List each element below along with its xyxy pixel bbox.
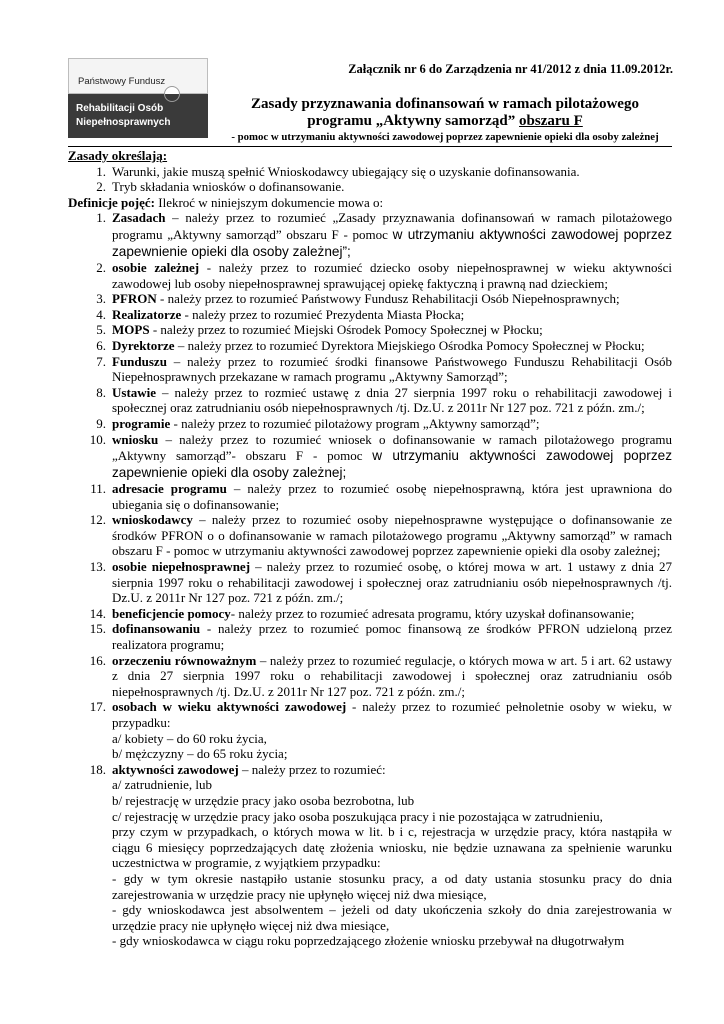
item-text: - należy przez to rozumieć pełnoletnie osoby w wieku, w przypadku: [112, 699, 672, 730]
item-number: 4. [96, 306, 106, 322]
dash-item: - gdy wnioskodawca w ciągu roku poprzedzającego złożenie wniosku przebywał na długotrwałym [112, 933, 625, 949]
item-number: 1. [96, 163, 106, 179]
list-item [68, 385, 672, 416]
logo-line-1: Państwowy Fundusz [78, 76, 166, 87]
item-term: adresacie programu [112, 481, 227, 497]
item-term: osobach w wieku aktywności zawodowej [112, 699, 347, 715]
item-term: aktywności zawodowej [112, 761, 239, 777]
sub-item: a/ zatrudnienie, lub [112, 777, 212, 793]
dash-item: - gdy w tym okresie nastąpiło ustanie stosunku pracy, a od daty ustania stosunku pracy do dnia zarejestrowania w urzędzie pracy nie upłynęło więcej niż dwa miesiące, [112, 870, 672, 902]
item-term: Funduszu [112, 353, 167, 369]
list-item [68, 307, 672, 323]
item-text: – należy przez to rozumieć środki finansowe Państwowego Funduszu Rehabilitacji Osób Niepełnosprawnych przekazane w ramach programu „Aktywny Samorząd”; [112, 353, 672, 385]
title-area: obszaru F [519, 113, 583, 129]
logo-lines [76, 102, 170, 130]
item-term: PFRON [112, 291, 157, 307]
list-item [68, 416, 672, 432]
item-term: Dyrektorze [112, 337, 175, 353]
item-text: - należy przez to rozumieć pomoc finansową ze środków PFRON udzieloną przez realizatora programu; [112, 621, 672, 653]
item-text: – należy przez to rozumieć osobę, o której mowa w art. 1 ustawy z dnia 27 sierpnia 1997 roku o rehabilitacji zawodowej i społecznej oraz zatrudnianiu osób niepełnosprawnych /tj. Dz.U. z 2011r Nr 127 poz. 721 z późn. zm./; [112, 559, 672, 606]
item-text: - należy przez to rozumieć dziecko osoby niepełnosprawnej w wieku aktywności zawodowej lub osoby niepełnosprawnej sprawującej opiekę faktyczną i prawną nad dzieckiem; [112, 259, 672, 291]
item-number: 10. [89, 431, 106, 447]
item-text: - należy przez to rozumieć Miejski Ośrodek Pomocy Społecznej w Płocku; [149, 322, 543, 338]
attachment-note: Załącznik nr 6 do Zarządzenia nr 41/2012 z dnia 11.09.2012r. [348, 62, 673, 76]
item-text: - należy przez to rozumieć pilotażowy program „Aktywny samorząd”; [170, 415, 540, 431]
item-term: wnioskodawcy [112, 512, 193, 528]
logo-circle-icon [164, 86, 180, 102]
list-item [68, 653, 672, 700]
item18-paragraph: przy czym w przypadkach, o których mowa w lit. b i c, rejestracja w urzędzie pracy, która nastąpiła w ciągu 6 miesięcy poprzedzających datę złożenia wniosku, nie będzie uznawana za spełnienie warunku uczestnictwa w programie, z wyjątkiem przypadku: [112, 824, 672, 871]
document-subtitle: - pomoc w utrzymaniu aktywności zawodowej poprzez zapewnienie opieki dla osoby zależnej [231, 131, 659, 143]
definicje-paragraph [68, 195, 672, 211]
item-number: 11. [90, 481, 106, 497]
item-text: - należy przez to rozumieć Państwowy Fundusz Rehabilitacji Osób Niepełnosprawnych; [156, 291, 620, 307]
list-item [68, 512, 672, 559]
item-text: – należy przez to rozmieć ustawę z dnia 27 sierpnia 1997 roku o rehabilitacji zawodowej i społecznej oraz zatrudnianiu osób niepełnosprawnych /tj. Dz.U. z 2011r Nr 127 poz. 721 z późn. zm./; [112, 384, 672, 416]
item-number: 6. [96, 337, 106, 353]
sub-item: b/ rejestrację w urzędzie pracy jako osoba bezrobotna, lub [112, 792, 415, 808]
dash-item: - gdy wnioskodawca jest absolwentem – jeżeli od daty ukończenia szkoły do dnia zarejestrowania w urzędzie pracy nie upłynęło więcej niż dwa miesiące, [112, 902, 672, 933]
item-term: dofinansowaniu [112, 621, 201, 637]
item-text: – należy przez to rozumieć Dyrektora Miejskiego Ośrodka Pomocy Społecznej w Płocku; [174, 337, 645, 353]
zasady-heading: Zasady określają: [68, 148, 168, 163]
list-item [68, 322, 672, 338]
zasady-list [68, 164, 672, 195]
item-text: - należy przez to rozumieć Prezydenta Miasta Płocka; [181, 306, 465, 322]
item-term: Ustawie [112, 384, 157, 400]
logo-line-3: Niepełnosprawnych [76, 117, 171, 128]
item-number: 3. [96, 291, 106, 307]
list-item [68, 210, 672, 260]
logo-line-2: Rehabilitacji Osób [76, 103, 164, 114]
document-body [68, 148, 672, 949]
item-text: – należy przez to rozumieć wniosek o dofinansowanie w ramach pilotażowego programu „Aktywny samorząd”- obszaru F - pomoc [112, 431, 672, 464]
list-item [68, 762, 672, 824]
list-item [68, 559, 672, 606]
sub-item: c/ rejestrację w urzędzie pracy jako osoba poszukująca pracy i nie pozostająca w zatrudnieniu, [112, 808, 603, 824]
list-item [68, 179, 672, 195]
sub-item: b/ mężczyzny – do 65 roku życia; [112, 746, 288, 762]
item-number: 16. [89, 652, 106, 668]
definicje-list [68, 210, 672, 824]
definicje-heading: Definicje pojęć: [68, 194, 155, 210]
item-number: 8. [96, 384, 106, 400]
item-number: 12. [89, 512, 106, 528]
item-text: – należy przez to rozumieć „Zasady przyznawania dofinansowań w ramach pilotażowego programu „Aktywny samorząd” obszaru F - pomoc [112, 210, 672, 242]
item-text-sans: w utrzymaniu aktywności zawodowej poprzez zapewnienie opieki dla osoby zależnej”; [112, 226, 672, 259]
item-text: – należy przez to rozumieć: [238, 761, 386, 777]
item-number: 9. [96, 415, 106, 431]
item-number: 1. [96, 210, 106, 226]
item-term: Zasadach [112, 210, 166, 226]
item-text: Tryb składania wniosków o dofinansowanie. [112, 179, 345, 195]
list-item [68, 260, 672, 291]
document-title-line-1: Zasady przyznawania dofinansowań w ramach pilotażowego [251, 96, 639, 112]
sub-item: a/ kobiety – do 60 roku życia, [112, 730, 267, 746]
item-text: - należy przez to rozumieć adresata programu, który uzyskał dofinansowanie; [230, 605, 635, 621]
item-term: wniosku [112, 431, 159, 447]
item-number: 2. [96, 179, 106, 195]
pfron-logo [68, 58, 208, 138]
item-number: 18. [89, 761, 106, 777]
title-program-name: programu „Aktywny samorząd” [307, 113, 516, 129]
item-term: osobie niepełnosprawnej [112, 559, 251, 575]
item-text: Warunki, jakie muszą spełnić Wnioskodawcy ubiegający się o uzyskanie dofinansowania. [112, 163, 580, 179]
item-number: 2. [96, 259, 106, 275]
item-term: orzeczeniu równoważnym [112, 652, 257, 668]
item-term: MOPS [112, 322, 150, 338]
logo-bottom-panel [68, 94, 208, 138]
list-item [68, 699, 672, 761]
item-number: 15. [89, 621, 106, 637]
document-title-line-2 [218, 113, 672, 130]
list-item [68, 432, 672, 482]
list-item [68, 164, 672, 180]
item-term: programie [112, 415, 171, 431]
item-number: 14. [89, 605, 106, 621]
list-item [68, 621, 672, 652]
item-number: 5. [96, 322, 106, 338]
list-item [68, 338, 672, 354]
list-item [68, 291, 672, 307]
list-item [68, 481, 672, 512]
list-item [68, 606, 672, 622]
item-text: – należy przez to rozumieć osobę niepełnosprawną, która jest uprawniona do ubiegania się o dofinansowanie; [112, 481, 673, 512]
definicje-intro: Ilekroć w niniejszym dokumencie mowa o: [155, 194, 384, 210]
item-number: 17. [89, 699, 106, 715]
item-text: – należy przez to rozumieć osoby niepełnosprawne występujące o dofinansowanie ze środków PFRON o o dofinansowanie w ramach pilotażowego programu „Aktywny samorząd” w ramach obszaru F - pomoc w utrzymaniu aktywności zawodowej poprzez zapewnienie opieki dla osoby zależnej; [112, 512, 672, 559]
item-text: – należy przez to rozumieć regulacje, o których mowa w art. 5 i art. 62 ustawy z dnia 27 sierpnia 1997 roku o rehabilitacji zawodowej i społecznej oraz zatrudnianiu osób niepełnosprawnych /tj. Dz.U. z 2011r Nr 127 poz. 721 z późn. zm./; [112, 652, 672, 699]
list-item [68, 354, 672, 385]
item-term: beneficjencie pomocy [112, 605, 231, 621]
item-term: osobie zależnej [112, 259, 200, 275]
item-number: 13. [89, 559, 106, 575]
item-text-sans: w utrzymaniu aktywności zawodowej poprzez zapewnienie opieki dla osoby zależnej; [112, 448, 672, 481]
item-number: 7. [96, 353, 106, 369]
header-divider [68, 146, 672, 147]
item-term: Realizatorze [112, 306, 182, 322]
logo-top-panel [68, 58, 208, 94]
